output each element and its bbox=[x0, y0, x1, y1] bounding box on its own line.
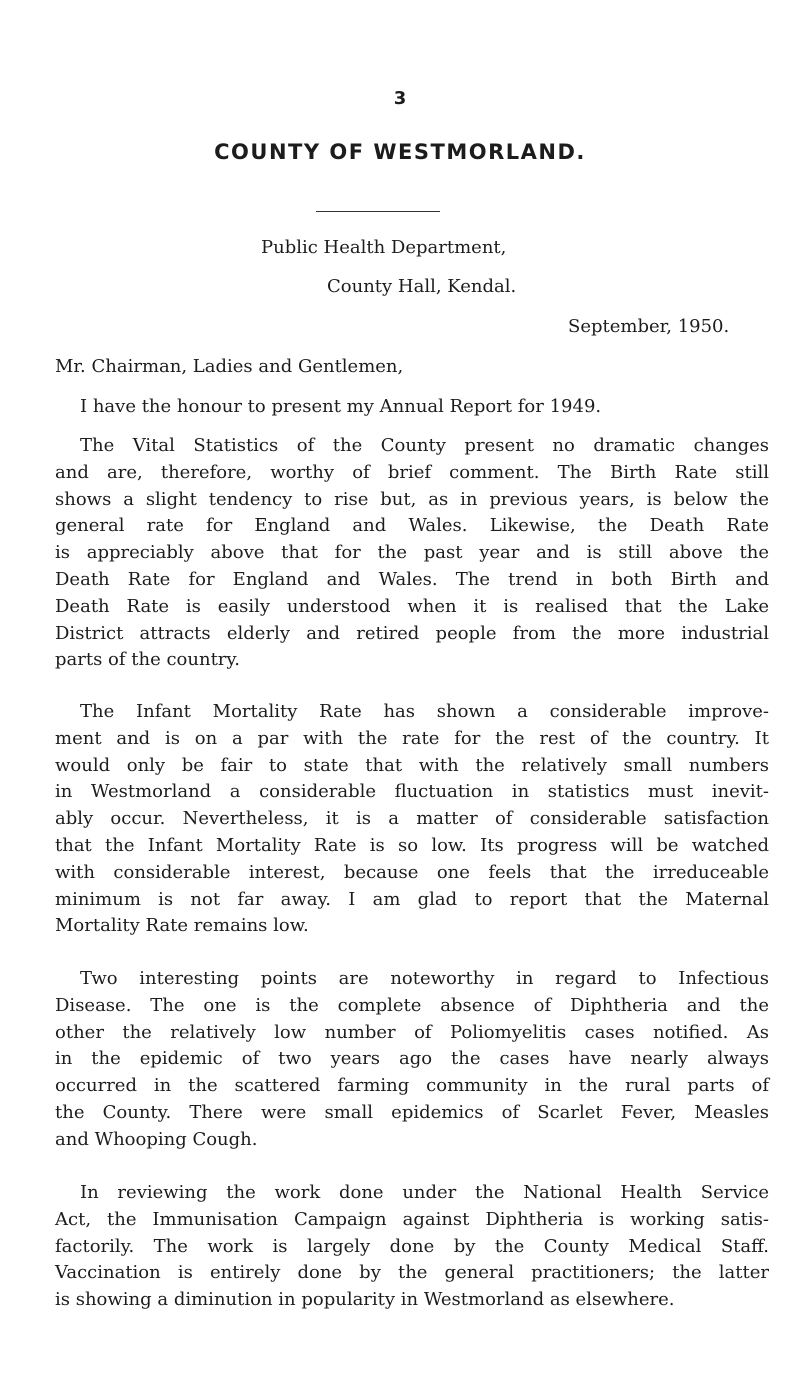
paragraph-line: The Infant Mortality Rate has shown a considerable improve- bbox=[80, 701, 769, 722]
paragraph-intro bbox=[55, 394, 769, 421]
paragraph-line: in Westmorland a considerable fluctuation in statistics must inevit- bbox=[55, 781, 769, 803]
paragraph-line: ably occur. Nevertheless, it is a matter of considerable satisfaction bbox=[55, 808, 769, 830]
paragraph-line: in the epidemic of two years ago the cases have nearly always bbox=[55, 1048, 769, 1070]
paragraph-national-health-service bbox=[55, 1180, 769, 1314]
paragraph-line: Disease. The one is the complete absence of Diphtheria and the bbox=[55, 994, 769, 1016]
paragraph-line: minimum is not far away. I am glad to report that the Maternal bbox=[55, 888, 769, 910]
paragraph-line: general rate for England and Wales. Likewise, the Death Rate bbox=[55, 515, 769, 537]
paragraph-infant-mortality bbox=[55, 699, 769, 940]
paragraph-line: Two interesting points are noteworthy in regard to Infectious bbox=[80, 968, 769, 989]
paragraph-line: parts of the country. bbox=[55, 649, 240, 671]
paragraph-line: the County. There were small epidemics of Scarlet Fever, Measles bbox=[55, 1101, 769, 1123]
paragraph-line: and are, therefore, worthy of brief comment. The Birth Rate still bbox=[55, 461, 769, 483]
address-department: Public Health Department, bbox=[261, 237, 507, 258]
paragraph-line: other the relatively low number of Poliomyelitis cases notified. As bbox=[55, 1021, 769, 1043]
paragraph-line: factorily. The work is largely done by the County Medical Staff. bbox=[55, 1235, 769, 1257]
salutation: Mr. Chairman, Ladies and Gentlemen, bbox=[55, 356, 404, 377]
paragraph-vital-statistics bbox=[55, 433, 769, 674]
paragraph-line: Vaccination is entirely done by the general practitioners; the latter bbox=[55, 1262, 769, 1284]
paragraph-line: occurred in the scattered farming community in the rural parts of bbox=[55, 1075, 769, 1097]
address-location: County Hall, Kendal. bbox=[327, 276, 517, 297]
paragraph-line: Mortality Rate remains low. bbox=[55, 915, 309, 937]
page-number: 3 bbox=[393, 88, 407, 109]
heading-divider bbox=[316, 211, 440, 212]
paragraph-line: that the Infant Mortality Rate is so low. Its progress will be watched bbox=[55, 834, 769, 856]
paragraph-line: is showing a diminution in popularity in Westmorland as elsewhere. bbox=[55, 1289, 675, 1311]
paragraph-line: and Whooping Cough. bbox=[55, 1128, 258, 1150]
paragraph-line: would only be fair to state that with the relatively small numbers bbox=[55, 754, 769, 776]
paragraph-line: Act, the Immunisation Campaign against Diphtheria is working satis- bbox=[55, 1208, 769, 1230]
paragraph-line: is appreciably above that for the past year and is still above the bbox=[55, 542, 769, 564]
paragraph-line: shows a slight tendency to rise but, as in previous years, is below the bbox=[55, 488, 769, 510]
address-date: September, 1950. bbox=[568, 316, 730, 337]
document-heading: COUNTY OF WESTMORLAND. bbox=[214, 140, 586, 164]
paragraph-line: I have the honour to present my Annual Report for 1949. bbox=[80, 396, 602, 417]
paragraph-line: District attracts elderly and retired people from the more industrial bbox=[55, 622, 769, 644]
paragraph-line: Death Rate is easily understood when it is realised that the Lake bbox=[55, 595, 769, 617]
paragraph-line: ment and is on a par with the rate for the rest of the country. It bbox=[55, 727, 769, 749]
paragraph-line: The Vital Statistics of the County present no dramatic changes bbox=[80, 435, 769, 456]
paragraph-infectious-disease bbox=[55, 966, 769, 1154]
paragraph-line: with considerable interest, because one feels that the irreduceable bbox=[55, 861, 769, 883]
paragraph-line: Death Rate for England and Wales. The trend in both Birth and bbox=[55, 568, 769, 590]
paragraph-line: In reviewing the work done under the National Health Service bbox=[80, 1182, 769, 1203]
